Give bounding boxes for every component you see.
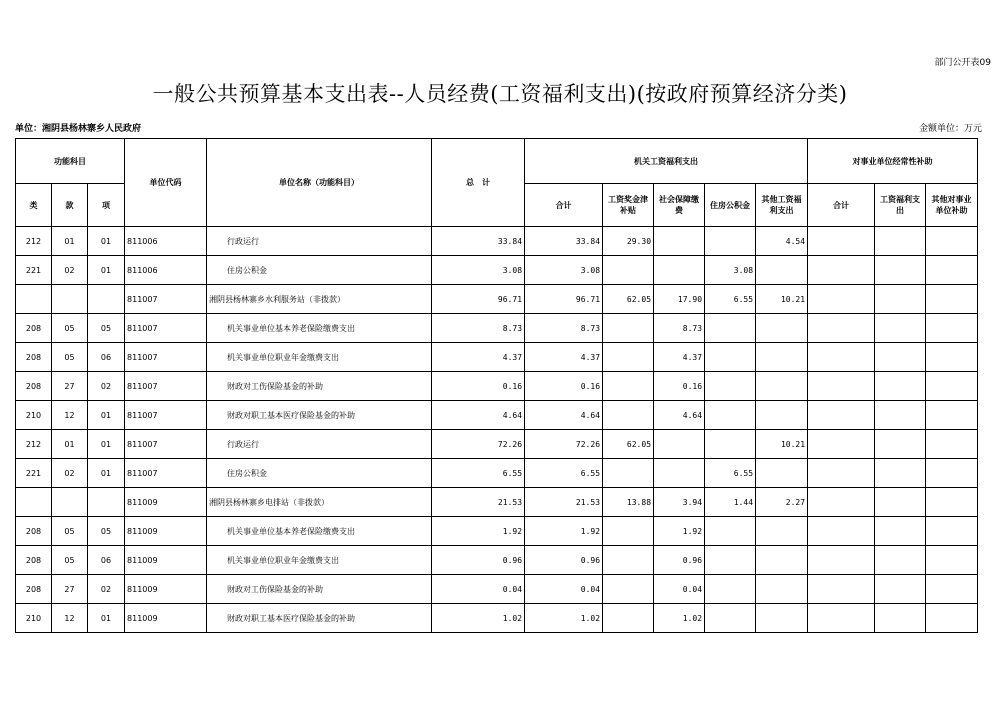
cell-sub-total <box>808 546 875 575</box>
header-lei: 类 <box>16 184 52 227</box>
cell-xiang: 05 <box>88 314 125 343</box>
cell-housing <box>705 517 756 546</box>
cell-other <box>756 546 808 575</box>
cell-lei: 212 <box>16 227 52 256</box>
cell-sub-salary <box>875 343 926 372</box>
header-org-salary: 工资奖金津补贴 <box>603 184 654 227</box>
cell-lei <box>16 285 52 314</box>
cell-org-total: 0.16 <box>525 372 603 401</box>
cell-sub-other <box>926 546 978 575</box>
table-row <box>16 256 978 285</box>
money-unit-label: 金额单位：万元 <box>918 124 982 134</box>
cell-sub-salary <box>875 285 926 314</box>
table-header <box>16 139 978 227</box>
cell-org-total: 96.71 <box>525 285 603 314</box>
cell-sub-other <box>926 401 978 430</box>
cell-org-total: 33.84 <box>525 227 603 256</box>
cell-housing <box>705 546 756 575</box>
cell-lei: 221 <box>16 459 52 488</box>
cell-sub-other <box>926 488 978 517</box>
cell-lei: 208 <box>16 517 52 546</box>
cell-sub-total <box>808 227 875 256</box>
header-sub-other: 其他对事业单位补助 <box>926 184 978 227</box>
cell-other <box>756 314 808 343</box>
cell-salary: 29.30 <box>603 227 654 256</box>
cell-unit-code: 811007 <box>125 401 207 430</box>
table-row <box>16 546 978 575</box>
cell-social: 4.64 <box>654 401 705 430</box>
cell-sub-other <box>926 459 978 488</box>
cell-sub-salary <box>875 227 926 256</box>
cell-kuan <box>52 488 88 517</box>
cell-unit-name: 湘阴县杨林寨乡电排站（非拨款） <box>207 488 432 517</box>
cell-housing <box>705 401 756 430</box>
cell-kuan: 27 <box>52 372 88 401</box>
cell-xiang: 01 <box>88 227 125 256</box>
cell-xiang: 01 <box>88 256 125 285</box>
cell-unit-code: 811007 <box>125 430 207 459</box>
cell-housing: 3.08 <box>705 256 756 285</box>
cell-org-total: 6.55 <box>525 459 603 488</box>
cell-unit-name: 财政对工伤保险基金的补助 <box>207 372 432 401</box>
cell-total: 1.92 <box>432 517 525 546</box>
cell-salary <box>603 546 654 575</box>
cell-lei: 208 <box>16 314 52 343</box>
cell-total: 0.16 <box>432 372 525 401</box>
cell-salary <box>603 459 654 488</box>
cell-sub-total <box>808 372 875 401</box>
cell-unit-name: 行政运行 <box>207 227 432 256</box>
cell-org-total: 0.04 <box>525 575 603 604</box>
cell-sub-other <box>926 227 978 256</box>
header-total: 总 计 <box>432 139 525 227</box>
cell-lei: 221 <box>16 256 52 285</box>
cell-social: 4.37 <box>654 343 705 372</box>
cell-other <box>756 343 808 372</box>
table-row <box>16 372 978 401</box>
cell-sub-other <box>926 343 978 372</box>
cell-xiang <box>88 488 125 517</box>
cell-lei: 210 <box>16 604 52 633</box>
cell-unit-code: 811007 <box>125 459 207 488</box>
cell-org-total: 4.64 <box>525 401 603 430</box>
cell-sub-salary <box>875 401 926 430</box>
cell-social <box>654 256 705 285</box>
header-org-housing: 住房公积金 <box>705 184 756 227</box>
cell-salary: 62.05 <box>603 285 654 314</box>
cell-unit-code: 811007 <box>125 285 207 314</box>
cell-salary <box>603 314 654 343</box>
cell-housing <box>705 314 756 343</box>
cell-lei <box>16 488 52 517</box>
cell-sub-other <box>926 314 978 343</box>
cell-unit-code: 811009 <box>125 604 207 633</box>
cell-xiang: 01 <box>88 459 125 488</box>
header-unit-code: 单位代码 <box>125 139 207 227</box>
cell-kuan: 05 <box>52 314 88 343</box>
cell-unit-name: 机关事业单位基本养老保险缴费支出 <box>207 517 432 546</box>
cell-salary <box>603 343 654 372</box>
cell-sub-other <box>926 517 978 546</box>
cell-social: 8.73 <box>654 314 705 343</box>
cell-sub-other <box>926 575 978 604</box>
cell-sub-total <box>808 401 875 430</box>
cell-lei: 208 <box>16 343 52 372</box>
cell-sub-total <box>808 343 875 372</box>
cell-unit-name: 机关事业单位职业年金缴费支出 <box>207 343 432 372</box>
cell-kuan: 05 <box>52 517 88 546</box>
cell-unit-code: 811007 <box>125 314 207 343</box>
cell-unit-name: 行政运行 <box>207 430 432 459</box>
cell-sub-other <box>926 372 978 401</box>
cell-total: 72.26 <box>432 430 525 459</box>
cell-sub-salary <box>875 488 926 517</box>
cell-salary <box>603 401 654 430</box>
cell-lei: 208 <box>16 575 52 604</box>
cell-unit-name: 机关事业单位职业年金缴费支出 <box>207 546 432 575</box>
cell-sub-salary <box>875 256 926 285</box>
budget-table <box>15 138 978 633</box>
cell-salary <box>603 517 654 546</box>
cell-social: 17.90 <box>654 285 705 314</box>
cell-sub-salary <box>875 604 926 633</box>
cell-lei: 208 <box>16 372 52 401</box>
cell-kuan: 27 <box>52 575 88 604</box>
cell-sub-salary <box>875 430 926 459</box>
cell-xiang: 06 <box>88 343 125 372</box>
cell-housing <box>705 372 756 401</box>
cell-org-total: 1.92 <box>525 517 603 546</box>
cell-sub-total <box>808 575 875 604</box>
header-xiang: 项 <box>88 184 125 227</box>
cell-sub-total <box>808 314 875 343</box>
cell-other <box>756 604 808 633</box>
cell-sub-other <box>926 256 978 285</box>
header-func-subject: 功能科目 <box>16 139 125 184</box>
cell-housing: 1.44 <box>705 488 756 517</box>
cell-unit-name: 住房公积金 <box>207 459 432 488</box>
table-row <box>16 314 978 343</box>
cell-salary <box>603 575 654 604</box>
cell-kuan: 02 <box>52 459 88 488</box>
header-unit-name: 单位名称（功能科目） <box>207 139 432 227</box>
cell-unit-name: 住房公积金 <box>207 256 432 285</box>
cell-unit-code: 811007 <box>125 343 207 372</box>
cell-sub-salary <box>875 314 926 343</box>
cell-sub-total <box>808 256 875 285</box>
table-row <box>16 575 978 604</box>
table-row <box>16 227 978 256</box>
table-row <box>16 430 978 459</box>
cell-housing <box>705 227 756 256</box>
cell-salary <box>603 256 654 285</box>
cell-sub-other <box>926 430 978 459</box>
cell-unit-code: 811006 <box>125 256 207 285</box>
cell-total: 3.08 <box>432 256 525 285</box>
cell-social <box>654 430 705 459</box>
cell-kuan: 05 <box>52 546 88 575</box>
header-sub-salary: 工资福利支出 <box>875 184 926 227</box>
cell-org-total: 8.73 <box>525 314 603 343</box>
cell-sub-salary <box>875 517 926 546</box>
cell-sub-salary <box>875 372 926 401</box>
cell-kuan: 05 <box>52 343 88 372</box>
cell-org-total: 21.53 <box>525 488 603 517</box>
cell-org-total: 0.96 <box>525 546 603 575</box>
cell-salary <box>603 604 654 633</box>
table-row <box>16 488 978 517</box>
cell-unit-name: 财政对职工基本医疗保险基金的补助 <box>207 604 432 633</box>
cell-unit-name: 财政对职工基本医疗保险基金的补助 <box>207 401 432 430</box>
cell-total: 8.73 <box>432 314 525 343</box>
cell-kuan: 02 <box>52 256 88 285</box>
cell-other: 2.27 <box>756 488 808 517</box>
table-row <box>16 285 978 314</box>
cell-lei: 212 <box>16 430 52 459</box>
table-row <box>16 517 978 546</box>
cell-housing: 6.55 <box>705 459 756 488</box>
table-row <box>16 401 978 430</box>
cell-social: 3.94 <box>654 488 705 517</box>
cell-housing: 6.55 <box>705 285 756 314</box>
cell-sub-total <box>808 604 875 633</box>
cell-other: 10.21 <box>756 285 808 314</box>
cell-unit-code: 811009 <box>125 546 207 575</box>
cell-xiang: 01 <box>88 430 125 459</box>
cell-xiang: 06 <box>88 546 125 575</box>
cell-other <box>756 256 808 285</box>
cell-sub-total <box>808 430 875 459</box>
cell-lei: 210 <box>16 401 52 430</box>
cell-unit-name: 湘阴县杨林寨乡水利服务站（非拨款） <box>207 285 432 314</box>
cell-total: 6.55 <box>432 459 525 488</box>
cell-salary <box>603 372 654 401</box>
cell-xiang: 01 <box>88 401 125 430</box>
cell-total: 96.71 <box>432 285 525 314</box>
cell-sub-total <box>808 517 875 546</box>
cell-org-total: 1.02 <box>525 604 603 633</box>
cell-org-total: 3.08 <box>525 256 603 285</box>
header-org-social: 社会保障缴费 <box>654 184 705 227</box>
header-sub-group: 对事业单位经常性补助 <box>808 139 978 184</box>
cell-salary: 13.88 <box>603 488 654 517</box>
cell-unit-name: 机关事业单位基本养老保险缴费支出 <box>207 314 432 343</box>
cell-sub-salary <box>875 575 926 604</box>
cell-unit-code: 811009 <box>125 517 207 546</box>
cell-social <box>654 459 705 488</box>
cell-unit-code: 811006 <box>125 227 207 256</box>
table-row <box>16 459 978 488</box>
table-body <box>16 227 978 633</box>
cell-social: 0.16 <box>654 372 705 401</box>
cell-housing <box>705 604 756 633</box>
cell-sub-total <box>808 285 875 314</box>
cell-total: 4.37 <box>432 343 525 372</box>
page-title: 一般公共预算基本支出表--人员经费(工资福利支出)(按政府预算经济分类) <box>152 82 848 106</box>
cell-social: 1.02 <box>654 604 705 633</box>
cell-xiang <box>88 285 125 314</box>
cell-unit-code: 811007 <box>125 372 207 401</box>
cell-other <box>756 575 808 604</box>
page-tag: 部门公开表09 <box>934 58 991 68</box>
header-kuan: 款 <box>52 184 88 227</box>
cell-sub-other <box>926 285 978 314</box>
cell-unit-code: 811009 <box>125 488 207 517</box>
cell-xiang: 05 <box>88 517 125 546</box>
cell-org-total: 72.26 <box>525 430 603 459</box>
table-row <box>16 343 978 372</box>
cell-other: 10.21 <box>756 430 808 459</box>
cell-org-total: 4.37 <box>525 343 603 372</box>
cell-xiang: 02 <box>88 575 125 604</box>
cell-social <box>654 227 705 256</box>
cell-kuan: 01 <box>52 430 88 459</box>
cell-housing <box>705 430 756 459</box>
cell-total: 21.53 <box>432 488 525 517</box>
cell-other <box>756 372 808 401</box>
cell-unit-name: 财政对工伤保险基金的补助 <box>207 575 432 604</box>
cell-sub-total <box>808 488 875 517</box>
cell-sub-total <box>808 459 875 488</box>
cell-other <box>756 401 808 430</box>
cell-kuan: 12 <box>52 401 88 430</box>
cell-kuan: 12 <box>52 604 88 633</box>
cell-xiang: 02 <box>88 372 125 401</box>
cell-sub-other <box>926 604 978 633</box>
cell-other <box>756 517 808 546</box>
cell-sub-salary <box>875 459 926 488</box>
cell-sub-salary <box>875 546 926 575</box>
header-sub-total: 合计 <box>808 184 875 227</box>
cell-other <box>756 459 808 488</box>
unit-label: 单位：湘阴县杨林寨乡人民政府 <box>15 124 142 134</box>
cell-kuan: 01 <box>52 227 88 256</box>
cell-social: 0.96 <box>654 546 705 575</box>
cell-salary: 62.05 <box>603 430 654 459</box>
cell-kuan <box>52 285 88 314</box>
table-row <box>16 604 978 633</box>
cell-other: 4.54 <box>756 227 808 256</box>
cell-unit-code: 811009 <box>125 575 207 604</box>
cell-total: 0.04 <box>432 575 525 604</box>
header-org-group: 机关工资福利支出 <box>525 139 808 184</box>
cell-social: 0.04 <box>654 575 705 604</box>
cell-total: 1.02 <box>432 604 525 633</box>
header-org-other: 其他工资福利支出 <box>756 184 808 227</box>
cell-housing <box>705 575 756 604</box>
cell-xiang: 01 <box>88 604 125 633</box>
header-org-total: 合计 <box>525 184 603 227</box>
cell-social: 1.92 <box>654 517 705 546</box>
cell-total: 0.96 <box>432 546 525 575</box>
cell-total: 33.84 <box>432 227 525 256</box>
cell-housing <box>705 343 756 372</box>
cell-lei: 208 <box>16 546 52 575</box>
cell-total: 4.64 <box>432 401 525 430</box>
